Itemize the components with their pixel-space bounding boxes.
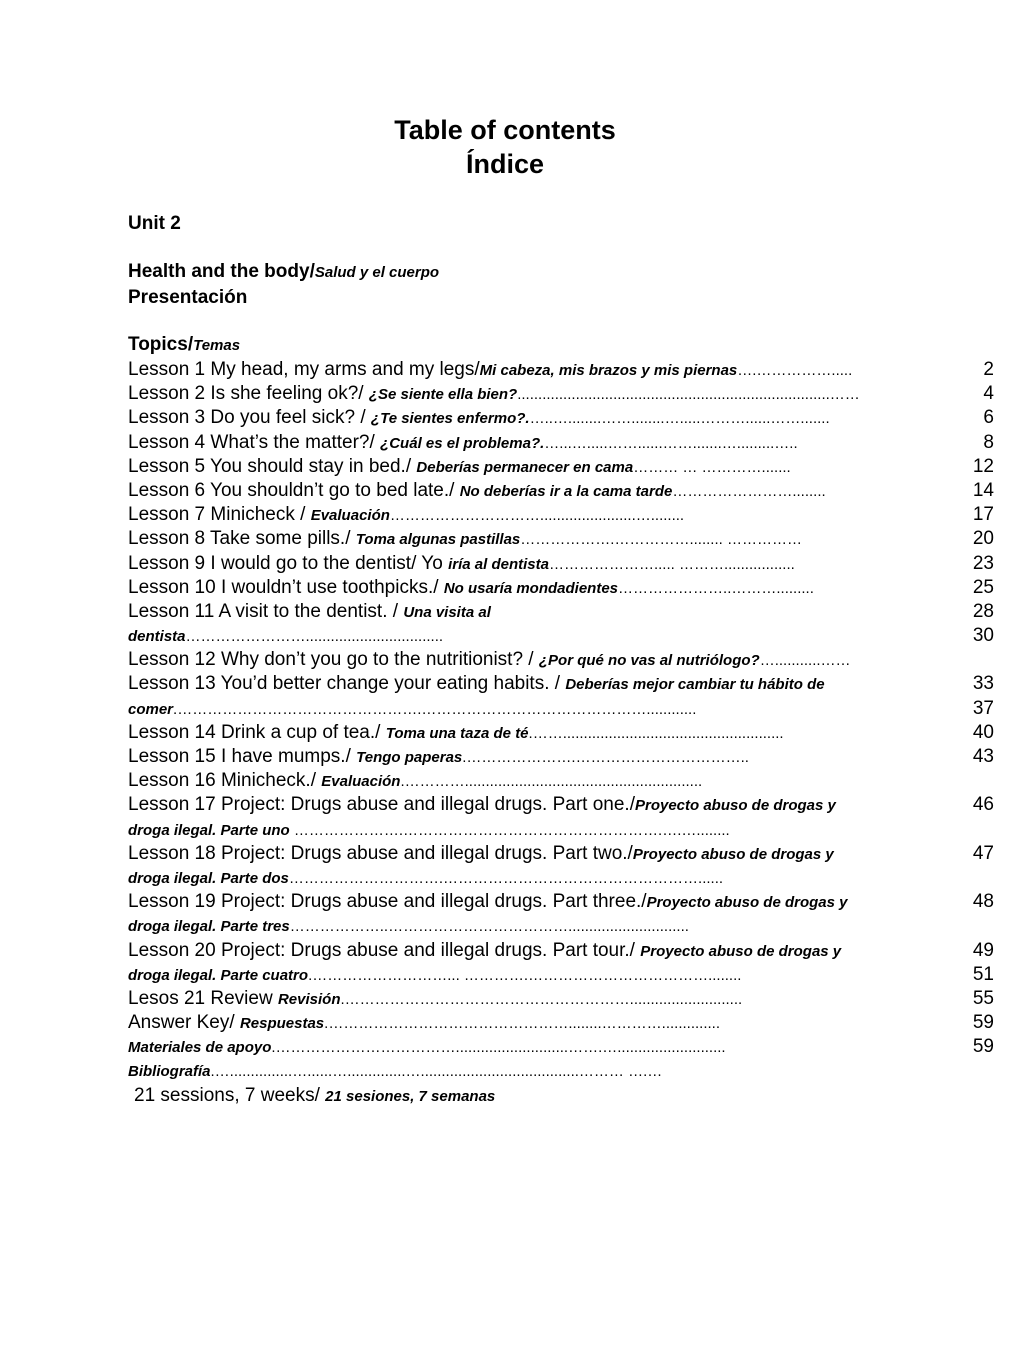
toc-entry-text [128,431,940,455]
toc-entry-english: Lesson 14 Drink a cup of tea./ [128,721,386,743]
toc-entry-spanish: Toma algunas pastillas [355,531,521,549]
toc-leader-dots: .………………….…………………………….. [462,749,749,766]
toc-entry-text [128,697,940,721]
toc-leader-dots: …………………..... ………................. [548,555,795,573]
toc-entry-spanish: Toma una taza de té [385,724,529,742]
toc-entry-english: Lesson 16 Minicheck./ [128,770,322,792]
toc-page-number: 28 [972,600,994,622]
toc-entry-english: Lesson 1 My head, my arms and my legs/ [128,359,480,380]
toc-page-number: 55 [972,987,994,1009]
toc-row[interactable] [128,818,994,842]
toc-entry-english: Lesson 17 Project: Drugs abuse and illegal drugs. Part one./ [128,794,635,816]
toc-page-number: 33 [972,673,994,695]
toc-leader-dots: ……………………................................. [185,628,444,646]
toc-leader-dots: ……… … …………....... [633,458,791,476]
toc-row[interactable] [128,431,994,455]
toc-entry-english: Lesson 7 Minicheck / [128,504,311,526]
toc-entry-text [128,1035,940,1059]
toc-entry-english: Lesson 3 Do you feel sick? / [128,407,371,429]
toc-entry-spanish: Evaluación [310,507,390,525]
topics-heading-english: Topics/ [128,334,194,355]
toc-entry-text [128,406,940,430]
toc-row[interactable] [128,793,994,817]
toc-page-number: 12 [972,455,994,477]
toc-entry-english: Lesson 15 I have mumps./ [128,746,357,767]
toc-entry-spanish: droga ilegal. Parte uno [128,821,294,839]
section-heading-spanish: Salud y el cuerpo [314,264,440,281]
toc-entry-text [128,721,940,745]
toc-page-number: 8 [983,431,994,453]
sessions-summary [128,1084,994,1109]
toc-row[interactable] [128,672,994,696]
sessions-summary-spanish: 21 sesiones, 7 semanas [325,1087,496,1105]
toc-page-number: 43 [972,746,994,767]
toc-entry-spanish: Tengo paperas [356,749,463,766]
toc-entry-spanish: No usaría mondadientes [443,579,619,597]
toc-entry-spanish: Revisión [277,990,341,1008]
toc-leader-dots: ………………..………………………………............................. [289,918,689,936]
toc-entry-text [128,987,940,1011]
toc-list [128,358,994,1084]
toc-entry-english: Lesson 18 Project: Drugs abuse and illegal drugs. Part two./ [128,842,633,864]
toc-entry-spanish: droga ilegal. Parte tres [128,918,290,936]
page-title-spanish: Índice [465,149,545,179]
page-title: Table of contents [394,115,616,145]
toc-row[interactable] [128,745,994,769]
toc-entry-spanish: Proyecto abuso de drogas y [640,942,842,960]
toc-row[interactable] [128,600,994,624]
toc-page-number: 59 [972,1036,994,1058]
toc-entry-english: Lesson 11 A visit to the dentist. / [128,600,404,622]
toc-entry-text [128,1011,940,1035]
toc-leader-dots: …...........…… [759,652,851,670]
toc-entry-spanish: Mi cabeza, mis brazos y mis piernas [479,362,738,379]
toc-entry-spanish: Deberías permanecer en cama [416,458,634,476]
toc-row[interactable] [128,1011,994,1035]
toc-leader-dots: ………………….…………………………………………….….…........ [293,821,730,839]
toc-entry-spanish: droga ilegal. Parte cuatro [128,966,309,984]
toc-entry-text [128,866,940,890]
section-heading [128,259,994,285]
toc-entry-spanish: iría al dentista [448,555,549,573]
topics-heading [128,332,994,358]
toc-entry-english: Lesson 2 Is she feeling ok?/ [128,383,369,405]
sessions-summary-english: 21 sessions, 7 weeks/ [134,1084,326,1106]
toc-page-number: 51 [972,963,994,985]
toc-entry-text [128,842,940,866]
toc-entry-text [128,793,940,817]
toc-entry-english: Lesos 21 Review [128,987,278,1009]
toc-row[interactable] [128,890,994,914]
presentation-label: Presentación [128,287,248,308]
toc-entry-english: Lesson 5 You should stay in bed./ [128,455,417,477]
toc-entry-english: Lesson 6 You shouldn’t go to bed late./ [128,479,460,501]
toc-entry-spanish: comer [128,700,174,718]
toc-row[interactable] [128,552,994,576]
toc-entry-spanish: Materiales de apoyo [128,1039,272,1057]
toc-page-number: 14 [972,479,994,501]
toc-page-number: 46 [972,794,994,816]
toc-page-number: 4 [983,383,994,405]
toc-entry-spanish: Una visita al [403,603,491,621]
toc-row[interactable] [128,1035,994,1059]
toc-page-number: 37 [972,697,994,719]
toc-entry-english: Lesson 13 You’d better change your eating habits. / [128,673,566,695]
toc-entry-spanish: Proyecto abuso de drogas y [646,894,848,912]
toc-row[interactable] [128,358,994,382]
toc-page-number: 47 [972,842,994,864]
toc-row[interactable] [128,648,994,672]
toc-row[interactable] [128,939,994,963]
toc-row[interactable] [128,987,994,1011]
toc-entry-spanish: ¿Se siente ella bien? [368,386,518,404]
toc-leader-dots: .…………......................................................... [400,773,703,791]
toc-page-number: 59 [972,1012,994,1034]
toc-row[interactable] [128,914,994,938]
toc-page-number: 30 [972,625,994,647]
toc-entry-text [128,624,940,648]
toc-entry-text [128,455,940,479]
toc-entry-spanish: Deberías mejor cambiar tu hábito de [565,676,825,694]
toc-entry-text [128,914,940,938]
toc-entry-spanish: ¿Te sientes enfermo?. [370,410,530,428]
toc-leader-dots: ...........................................................................…… [517,386,860,404]
toc-entry-text [128,818,940,842]
topics-heading-spanish: Temas [193,337,241,354]
toc-leader-dots: .……..................................................... [528,724,784,742]
toc-leader-dots: …...….....……......…….......….........….. [544,434,798,452]
toc-entry-english: Lesson 9 I would go to the dentist/ Yo [128,552,449,574]
toc-page-number: 20 [972,528,994,550]
toc-entry-text [128,527,940,551]
toc-entry-english: Lesson 4 What’s the matter?/ [128,431,381,453]
toc-entry-text [128,552,940,576]
toc-row[interactable] [128,576,994,600]
title-block [0,113,1010,181]
toc-entry-spanish: ¿Cuál es el problema?. [380,434,545,452]
toc-entry-english: Lesson 19 Project: Drugs abuse and illegal drugs. Part three./ [128,891,647,913]
toc-leader-dots: .…………………………………………........………….............. [324,1015,721,1033]
toc-leader-dots: ………………………….……………………………………………...... [288,869,724,887]
toc-entry-spanish: ¿Por qué no vas al nutriólogo? [538,652,760,670]
toc-row[interactable] [128,721,994,745]
toc-row[interactable] [128,503,994,527]
toc-entry-spanish: droga ilegal. Parte dos [128,869,289,887]
toc-row[interactable] [128,866,994,890]
toc-leader-dots: ….……………..... [737,362,853,379]
toc-entry-text [128,358,940,382]
toc-entry-spanish: dentista [128,628,186,646]
toc-entry-english: Lesson 8 Take some pills./ [128,528,356,550]
toc-entry-spanish: No deberías ir a la cama tarde [459,482,673,500]
toc-entry-english: Lesson 10 I wouldn’t use toothpicks./ [128,576,444,598]
toc-entry-spanish: Bibliografía [128,1063,211,1081]
toc-leader-dots: .…………………………………………………........................... [340,990,743,1008]
toc-entry-spanish: Respuestas [239,1015,325,1033]
toc-page-number: 17 [972,504,994,526]
toc-page-number: 48 [972,891,994,913]
toc-page-number: 23 [972,552,994,574]
toc-row[interactable] [128,624,994,648]
toc-entry-english: Lesson 20 Project: Drugs abuse and illegal drugs. Part tour./ [128,939,641,961]
toc-entry-text [128,1059,940,1083]
toc-entry-text [128,648,940,672]
toc-row[interactable] [128,406,994,430]
toc-entry-text [128,745,940,769]
toc-row[interactable] [128,382,994,406]
toc-row[interactable] [128,527,994,551]
toc-entry-text [128,890,940,914]
toc-page-number: 25 [972,576,994,598]
toc-page-number: 49 [972,939,994,961]
toc-entry-text [128,963,940,987]
toc-leader-dots: …………………..………......... [618,579,814,597]
toc-leader-dots: …..…........……........….....………......……....... [529,410,830,428]
toc-leader-dots: ……………….……………........ …………… [520,531,802,549]
toc-page-number: 40 [972,721,994,743]
toc-entry-english: Answer Key/ [128,1012,240,1034]
unit-label: Unit 2 [128,213,181,234]
toc-entry-text [128,503,940,527]
toc-entry-text [128,600,940,624]
toc-entry-text [128,769,940,793]
toc-entry-spanish: Proyecto abuso de drogas y [634,797,836,815]
toc-leader-dots: ………………………….......................…........ [389,507,685,525]
toc-row[interactable] [128,1059,994,1083]
toc-leader-dots: ……………………........ [672,482,826,500]
toc-entry-text [128,576,940,600]
toc-row[interactable] [128,455,994,479]
toc-content [128,212,994,1109]
toc-entry-english: Lesson 12 Why don’t you go to the nutritionist? / [128,649,539,671]
toc-row[interactable] [128,697,994,721]
toc-row[interactable] [128,842,994,866]
toc-page-number: 6 [983,407,994,429]
toc-entry-text [128,672,940,696]
toc-row[interactable] [128,963,994,987]
toc-leader-dots: .………………………………………….………………………………………............ [173,700,697,718]
toc-leader-dots: .………………………………...........................…….….......................... [271,1039,726,1057]
toc-row[interactable] [128,479,994,503]
toc-row[interactable] [128,769,994,793]
toc-entry-text [128,939,940,963]
toc-page-number: 2 [983,359,994,380]
toc-leader-dots: .………………………... ………….………………………………........ [308,966,742,984]
toc-entry-spanish: Proyecto abuso de drogas y [632,845,834,863]
toc-leader-dots: .…...............…......…..............…......................................……… ….… [210,1063,663,1081]
toc-entry-text [128,479,940,503]
section-heading-english: Health and the body/ [128,261,315,282]
toc-entry-spanish: Evaluación [321,773,401,791]
toc-entry-text [128,382,940,406]
